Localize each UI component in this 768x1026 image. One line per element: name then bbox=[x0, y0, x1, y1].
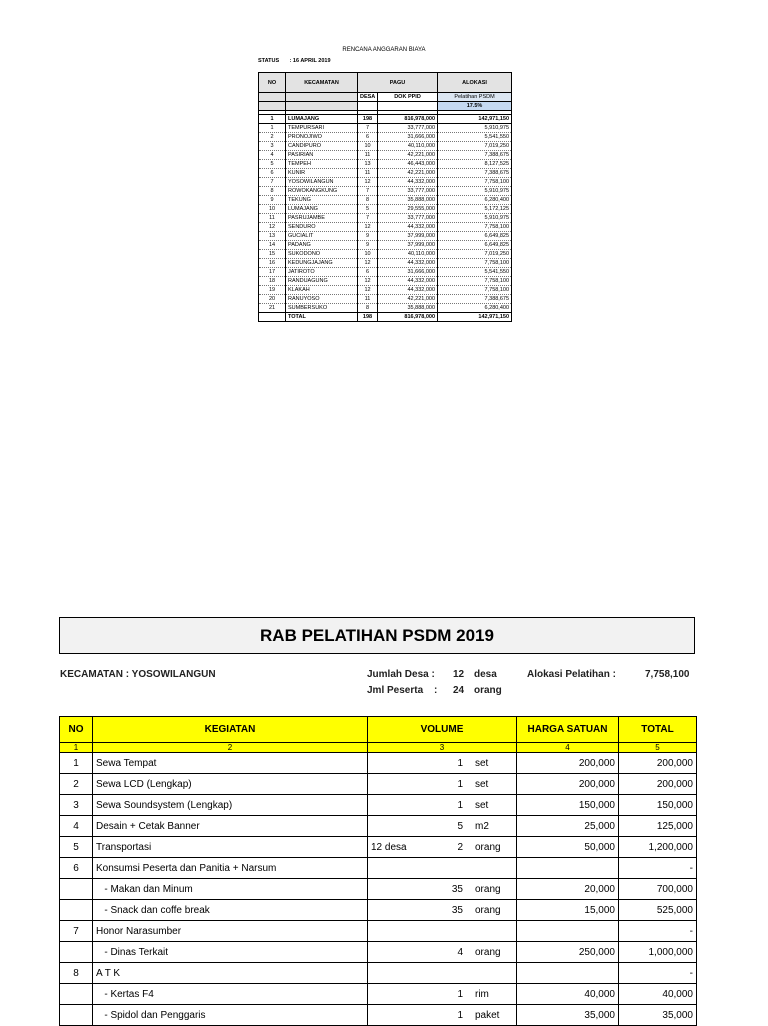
cell-kecamatan: LUMAJANG bbox=[286, 205, 358, 214]
cell-no: 12 bbox=[259, 223, 286, 232]
table-row bbox=[259, 241, 512, 250]
table-row bbox=[259, 232, 512, 241]
alokasi-value: 7,758,100 bbox=[645, 669, 690, 680]
rab-cell-kegiatan: - Spidol dan Penggaris bbox=[93, 1005, 368, 1026]
rab-cell-volume bbox=[368, 900, 517, 921]
rab-cell-volume bbox=[368, 921, 517, 942]
header-persen: 17.5% bbox=[438, 102, 512, 111]
cell-alokasi: 7,758,100 bbox=[438, 223, 512, 232]
cell-alokasi: 5,910,975 bbox=[438, 214, 512, 223]
jumlah-desa-label: Jumlah Desa : bbox=[367, 669, 435, 680]
rab-volume-unit: orang bbox=[475, 904, 501, 916]
rab-cell-kegiatan: Honor Narasumber bbox=[93, 921, 368, 942]
table-row bbox=[259, 295, 512, 304]
rab-cell-harga: 35,000 bbox=[517, 1005, 619, 1026]
cell-kecamatan: SENDURO bbox=[286, 223, 358, 232]
cell-dok: 35,888,000 bbox=[378, 196, 438, 205]
cell-alokasi: 7,758,100 bbox=[438, 286, 512, 295]
jumlah-desa-unit: desa bbox=[474, 669, 497, 680]
cell-dok: 29,555,000 bbox=[378, 205, 438, 214]
cell-no: 1 bbox=[259, 115, 286, 124]
cell-desa: 7 bbox=[358, 187, 378, 196]
cell-no: 5 bbox=[259, 160, 286, 169]
rab-cell-total: 525,000 bbox=[619, 900, 697, 921]
rab-row bbox=[60, 837, 697, 858]
rab-cell-harga: 40,000 bbox=[517, 984, 619, 1005]
rab-volume-unit: set bbox=[475, 799, 489, 811]
cell-alokasi: 7,019,250 bbox=[438, 142, 512, 151]
cell-kecamatan: TEKUNG bbox=[286, 196, 358, 205]
cell-dok: 44,332,000 bbox=[378, 259, 438, 268]
rab-volume-unit: orang bbox=[475, 883, 501, 895]
cell-no: 13 bbox=[259, 232, 286, 241]
rab-cell-volume bbox=[368, 753, 517, 774]
rab-cell-kegiatan: A T K bbox=[93, 963, 368, 984]
rab-cell-kegiatan: Konsumsi Peserta dan Panitia + Narsum bbox=[93, 858, 368, 879]
rab-cell-kegiatan: Sewa LCD (Lengkap) bbox=[93, 774, 368, 795]
table-row bbox=[259, 277, 512, 286]
rab-cell-harga: 200,000 bbox=[517, 753, 619, 774]
rab-volume-unit: set bbox=[475, 778, 489, 790]
jml-peserta-unit: orang bbox=[474, 685, 502, 696]
rab-cell-total: 35,000 bbox=[619, 1005, 697, 1026]
rab-volume-unit: rim bbox=[475, 988, 489, 1000]
jumlah-desa-value: 12 bbox=[453, 669, 465, 680]
rab-volume-unit: orang bbox=[475, 946, 501, 958]
rab-cell-kegiatan: - Snack dan coffe break bbox=[93, 900, 368, 921]
cell-desa: 7 bbox=[358, 124, 378, 133]
table-row bbox=[259, 304, 512, 313]
rab-volume-qty: 1 bbox=[457, 757, 463, 769]
rab-cell-total: - bbox=[619, 963, 697, 984]
jml-peserta-colon: : bbox=[434, 685, 438, 696]
table-row bbox=[259, 178, 512, 187]
cell-total-alokasi: 142,971,150 bbox=[438, 313, 512, 322]
rab-cell-no: 4 bbox=[60, 816, 93, 837]
status-line bbox=[258, 58, 331, 64]
cell-dok: 35,888,000 bbox=[378, 304, 438, 313]
table-row bbox=[259, 196, 512, 205]
cell-kecamatan: PASRUJAMBE bbox=[286, 214, 358, 223]
cell-dok: 42,221,000 bbox=[378, 151, 438, 160]
rab-volume-qty: 2 bbox=[457, 841, 463, 853]
cell-alokasi: 7,758,100 bbox=[438, 178, 512, 187]
cell-desa: 9 bbox=[358, 241, 378, 250]
cell-kecamatan: RANDUAGUNG bbox=[286, 277, 358, 286]
rab-cell-no: 7 bbox=[60, 921, 93, 942]
cell-dok: 40,110,000 bbox=[378, 142, 438, 151]
table-row bbox=[259, 214, 512, 223]
table-row bbox=[259, 223, 512, 232]
rab-index-1: 1 bbox=[60, 743, 93, 753]
cell-alokasi: 6,649,825 bbox=[438, 232, 512, 241]
cell-kecamatan: GUCIALIT bbox=[286, 232, 358, 241]
cell-alokasi: 5,910,975 bbox=[438, 187, 512, 196]
rab-volume-unit: orang bbox=[475, 841, 501, 853]
cell-kecamatan: LUMAJANG bbox=[286, 115, 358, 124]
rab-cell-total: 200,000 bbox=[619, 753, 697, 774]
rab-cell-volume bbox=[368, 942, 517, 963]
cell-no: 6 bbox=[259, 169, 286, 178]
cell-dok: 31,666,000 bbox=[378, 268, 438, 277]
rab-header-harga: HARGA SATUAN bbox=[517, 717, 619, 743]
rab-cell-no: 3 bbox=[60, 795, 93, 816]
cell-dok: 40,110,000 bbox=[378, 250, 438, 259]
budget-summary-table bbox=[258, 72, 512, 322]
cell-no: 14 bbox=[259, 241, 286, 250]
cell-kecamatan: RANUYOSO bbox=[286, 295, 358, 304]
cell-alokasi: 5,910,975 bbox=[438, 124, 512, 133]
cell-desa: 10 bbox=[358, 250, 378, 259]
cell-alokasi: 6,280,400 bbox=[438, 304, 512, 313]
cell-total-label: TOTAL bbox=[286, 313, 358, 322]
rab-cell-harga bbox=[517, 921, 619, 942]
cell-kecamatan: ROWOKANGKUNG bbox=[286, 187, 358, 196]
jml-peserta-value: 24 bbox=[453, 685, 465, 696]
rab-cell-total: 40,000 bbox=[619, 984, 697, 1005]
rab-cell-harga bbox=[517, 858, 619, 879]
cell-dok: 37,999,000 bbox=[378, 232, 438, 241]
rab-cell-total: 1,200,000 bbox=[619, 837, 697, 858]
rab-cell-no bbox=[60, 942, 93, 963]
kecamatan-label: KECAMATAN : YOSOWILANGUN bbox=[60, 669, 216, 680]
table-row bbox=[259, 250, 512, 259]
cell-desa: 12 bbox=[358, 277, 378, 286]
cell-no: 9 bbox=[259, 196, 286, 205]
cell-no: 3 bbox=[259, 142, 286, 151]
cell-kecamatan: KLAKAH bbox=[286, 286, 358, 295]
cell-dok: 42,221,000 bbox=[378, 295, 438, 304]
cell-desa: 12 bbox=[358, 286, 378, 295]
cell-desa: 198 bbox=[358, 115, 378, 124]
table-row bbox=[259, 142, 512, 151]
rab-cell-kegiatan: - Makan dan Minum bbox=[93, 879, 368, 900]
rab-cell-total: - bbox=[619, 858, 697, 879]
cell-desa: 12 bbox=[358, 223, 378, 232]
rab-row bbox=[60, 879, 697, 900]
cell-dok: 33,777,000 bbox=[378, 124, 438, 133]
cell-total-desa: 198 bbox=[358, 313, 378, 322]
rab-volume-qty: 4 bbox=[457, 946, 463, 958]
cell-desa: 11 bbox=[358, 151, 378, 160]
cell-desa: 12 bbox=[358, 259, 378, 268]
rab-cell-no: 6 bbox=[60, 858, 93, 879]
rab-cell-harga: 15,000 bbox=[517, 900, 619, 921]
cell-kecamatan: CANDIPURO bbox=[286, 142, 358, 151]
rab-cell-harga: 250,000 bbox=[517, 942, 619, 963]
cell-kecamatan: JATIROTO bbox=[286, 268, 358, 277]
cell-dok: 33,777,000 bbox=[378, 187, 438, 196]
rab-cell-no bbox=[60, 984, 93, 1005]
cell-no: 20 bbox=[259, 295, 286, 304]
table-row bbox=[259, 160, 512, 169]
cell-alokasi: 6,280,400 bbox=[438, 196, 512, 205]
table-row bbox=[259, 169, 512, 178]
cell-no: 1 bbox=[259, 124, 286, 133]
rab-row bbox=[60, 984, 697, 1005]
rab-volume-qty: 1 bbox=[457, 778, 463, 790]
cell-dok: 44,332,000 bbox=[378, 223, 438, 232]
rab-cell-volume bbox=[368, 963, 517, 984]
cell-no: 7 bbox=[259, 178, 286, 187]
cell-desa: 12 bbox=[358, 178, 378, 187]
table-row bbox=[259, 259, 512, 268]
table-row bbox=[259, 151, 512, 160]
cell-alokasi: 5,541,550 bbox=[438, 133, 512, 142]
rab-row bbox=[60, 942, 697, 963]
cell-alokasi: 7,019,250 bbox=[438, 250, 512, 259]
table-row bbox=[259, 133, 512, 142]
rab-cell-total: 125,000 bbox=[619, 816, 697, 837]
rab-volume-unit: m2 bbox=[475, 820, 489, 832]
cell-no: 21 bbox=[259, 304, 286, 313]
cell-dok: 31,666,000 bbox=[378, 133, 438, 142]
cell-kecamatan: PRONOJIWO bbox=[286, 133, 358, 142]
cell-desa: 11 bbox=[358, 295, 378, 304]
cell-kecamatan: TEMPURSARI bbox=[286, 124, 358, 133]
rab-cell-no: 8 bbox=[60, 963, 93, 984]
rab-volume-unit: set bbox=[475, 757, 489, 769]
rab-cell-total: 1,000,000 bbox=[619, 942, 697, 963]
header-kecamatan: KECAMATAN bbox=[286, 73, 358, 93]
rab-header-kegiatan: KEGIATAN bbox=[93, 717, 368, 743]
rab-header-no: NO bbox=[60, 717, 93, 743]
rab-cell-volume bbox=[368, 816, 517, 837]
rab-cell-harga: 25,000 bbox=[517, 816, 619, 837]
cell-dok: 816,978,000 bbox=[378, 115, 438, 124]
table-row bbox=[259, 205, 512, 214]
rab-title: RAB PELATIHAN PSDM 2019 bbox=[59, 617, 695, 654]
rab-index-3: 3 bbox=[368, 743, 517, 753]
status-label: STATUS bbox=[258, 58, 280, 64]
cell-dok: 33,777,000 bbox=[378, 214, 438, 223]
cell-no: 19 bbox=[259, 286, 286, 295]
rab-cell-harga: 20,000 bbox=[517, 879, 619, 900]
table-row bbox=[259, 268, 512, 277]
cell-kecamatan: SUKODONO bbox=[286, 250, 358, 259]
header-pelatihan: Pelatihan PSDM bbox=[438, 93, 512, 102]
cell-dok: 37,999,000 bbox=[378, 241, 438, 250]
rab-row bbox=[60, 795, 697, 816]
table-row bbox=[259, 124, 512, 133]
rab-volume-qty: 5 bbox=[457, 820, 463, 832]
rab-volume-unit: paket bbox=[475, 1009, 500, 1021]
cell-alokasi: 7,388,675 bbox=[438, 169, 512, 178]
header-no: NO bbox=[259, 73, 286, 93]
rab-row bbox=[60, 858, 697, 879]
cell-kecamatan: KUNIR bbox=[286, 169, 358, 178]
rab-header-volume: VOLUME bbox=[368, 717, 517, 743]
cell-desa: 6 bbox=[358, 268, 378, 277]
rab-cell-total: 700,000 bbox=[619, 879, 697, 900]
cell-alokasi: 7,388,675 bbox=[438, 151, 512, 160]
cell-alokasi: 7,758,100 bbox=[438, 259, 512, 268]
cell-alokasi: 8,127,525 bbox=[438, 160, 512, 169]
rab-cell-total: 200,000 bbox=[619, 774, 697, 795]
rab-volume-qty: 35 bbox=[451, 883, 463, 895]
rab-cell-harga: 50,000 bbox=[517, 837, 619, 858]
header-desa: DESA bbox=[358, 93, 378, 102]
cell-no: 11 bbox=[259, 214, 286, 223]
jml-peserta-label: Jml Peserta bbox=[367, 685, 424, 696]
rab-row bbox=[60, 774, 697, 795]
cell-dok: 44,332,000 bbox=[378, 286, 438, 295]
cell-desa: 7 bbox=[358, 214, 378, 223]
rab-row bbox=[60, 963, 697, 984]
rab-cell-volume bbox=[368, 879, 517, 900]
rab-cell-no bbox=[60, 1005, 93, 1026]
cell-alokasi: 142,971,150 bbox=[438, 115, 512, 124]
cell-no: 8 bbox=[259, 187, 286, 196]
rab-row bbox=[60, 753, 697, 774]
table-row-main bbox=[259, 115, 512, 124]
cell-no: 4 bbox=[259, 151, 286, 160]
rab-volume-qty: 35 bbox=[451, 904, 463, 916]
cell-kecamatan: PASIRIAN bbox=[286, 151, 358, 160]
rab-volume-qty: 1 bbox=[457, 1009, 463, 1021]
cell-dok: 46,443,000 bbox=[378, 160, 438, 169]
cell-total-dok: 816,978,000 bbox=[378, 313, 438, 322]
rab-cell-volume bbox=[368, 774, 517, 795]
rab-cell-volume bbox=[368, 837, 517, 858]
cell-dok: 44,332,000 bbox=[378, 277, 438, 286]
rab-row bbox=[60, 816, 697, 837]
rab-index-4: 4 bbox=[517, 743, 619, 753]
alokasi-label: Alokasi Pelatihan : bbox=[527, 669, 616, 680]
cell-alokasi: 5,541,550 bbox=[438, 268, 512, 277]
header-alokasi: ALOKASI bbox=[438, 73, 512, 93]
cell-dok: 44,332,000 bbox=[378, 178, 438, 187]
rab-header-total: TOTAL bbox=[619, 717, 697, 743]
rab-cell-no bbox=[60, 879, 93, 900]
cell-kecamatan: PADANG bbox=[286, 241, 358, 250]
cell-kecamatan: YOSOWILANGUN bbox=[286, 178, 358, 187]
cell-dok: 42,221,000 bbox=[378, 169, 438, 178]
rab-row bbox=[60, 900, 697, 921]
rab-volume-qty: 1 bbox=[457, 988, 463, 1000]
cell-desa: 9 bbox=[358, 232, 378, 241]
cell-no: 2 bbox=[259, 133, 286, 142]
cell-desa: 11 bbox=[358, 169, 378, 178]
rab-cell-kegiatan: Sewa Tempat bbox=[93, 753, 368, 774]
rab-cell-no: 5 bbox=[60, 837, 93, 858]
rab-table bbox=[59, 716, 697, 1026]
cell-desa: 10 bbox=[358, 142, 378, 151]
cell-no: 17 bbox=[259, 268, 286, 277]
cell-alokasi: 7,758,100 bbox=[438, 277, 512, 286]
table-row bbox=[259, 187, 512, 196]
rab-cell-no: 1 bbox=[60, 753, 93, 774]
cell-no: 16 bbox=[259, 259, 286, 268]
rab-cell-harga bbox=[517, 963, 619, 984]
cell-no: 15 bbox=[259, 250, 286, 259]
rab-cell-kegiatan: - Dinas Terkait bbox=[93, 942, 368, 963]
rab-cell-harga: 150,000 bbox=[517, 795, 619, 816]
rab-row bbox=[60, 1005, 697, 1026]
rab-index-5: 5 bbox=[619, 743, 697, 753]
table-row-total bbox=[259, 313, 512, 322]
rab-cell-kegiatan: Transportasi bbox=[93, 837, 368, 858]
cell-no: 10 bbox=[259, 205, 286, 214]
rab-cell-kegiatan: - Kertas F4 bbox=[93, 984, 368, 1005]
cell-alokasi: 6,649,825 bbox=[438, 241, 512, 250]
cell-kecamatan: SUMBERSUKO bbox=[286, 304, 358, 313]
cell-desa: 13 bbox=[358, 160, 378, 169]
rab-cell-harga: 200,000 bbox=[517, 774, 619, 795]
rab-cell-total: 150,000 bbox=[619, 795, 697, 816]
rab-cell-no bbox=[60, 900, 93, 921]
cell-kecamatan: TEMPEH bbox=[286, 160, 358, 169]
table-row bbox=[259, 286, 512, 295]
cell-desa: 8 bbox=[358, 196, 378, 205]
rab-volume-qty: 1 bbox=[457, 799, 463, 811]
rab-volume-prefix: 12 desa bbox=[371, 841, 407, 853]
cell-desa: 6 bbox=[358, 133, 378, 142]
header-pagu: PAGU bbox=[358, 73, 438, 93]
top-title: RENCANA ANGGARAN BIAYA bbox=[342, 47, 426, 53]
cell-desa: 8 bbox=[358, 304, 378, 313]
status-value: : 16 APRIL 2019 bbox=[289, 58, 331, 64]
rab-cell-volume bbox=[368, 984, 517, 1005]
rab-row bbox=[60, 921, 697, 942]
rab-cell-volume bbox=[368, 858, 517, 879]
cell-alokasi: 5,172,125 bbox=[438, 205, 512, 214]
cell-alokasi: 7,388,675 bbox=[438, 295, 512, 304]
cell-desa: 5 bbox=[358, 205, 378, 214]
rab-cell-kegiatan: Sewa Soundsystem (Lengkap) bbox=[93, 795, 368, 816]
rab-cell-volume bbox=[368, 1005, 517, 1026]
rab-index-2: 2 bbox=[93, 743, 368, 753]
rab-cell-kegiatan: Desain + Cetak Banner bbox=[93, 816, 368, 837]
rab-cell-no: 2 bbox=[60, 774, 93, 795]
rab-cell-volume bbox=[368, 795, 517, 816]
header-dok-ppid: DOK PPID bbox=[378, 93, 438, 102]
cell-no: 18 bbox=[259, 277, 286, 286]
cell-kecamatan: KEDUNGJAJANG bbox=[286, 259, 358, 268]
rab-cell-total: - bbox=[619, 921, 697, 942]
